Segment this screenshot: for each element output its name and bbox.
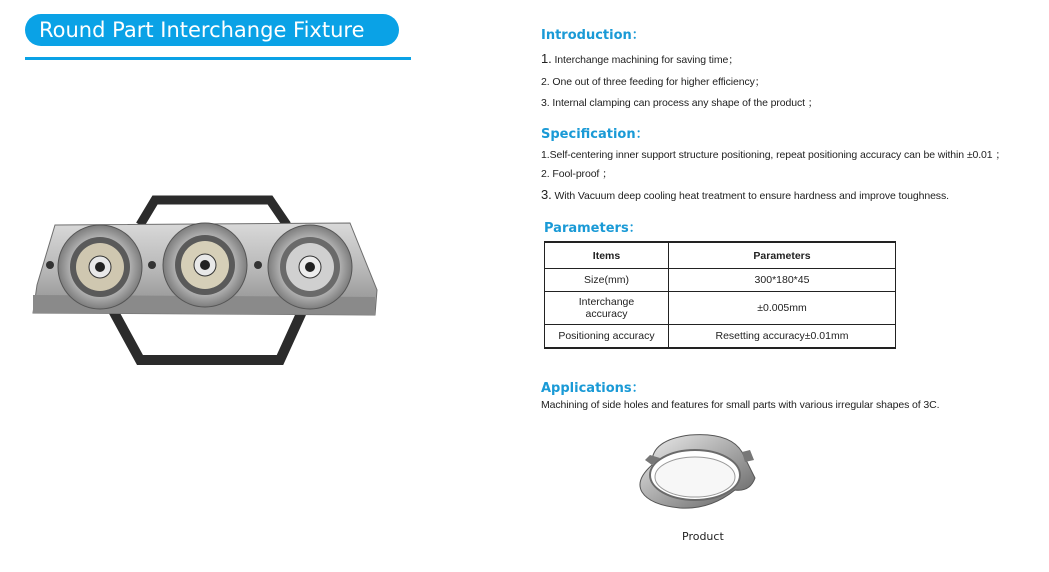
intro-item-1-number: 1. xyxy=(541,51,552,66)
table-row xyxy=(545,325,896,349)
title-underline xyxy=(25,57,411,60)
spec-item-1 xyxy=(541,147,1006,162)
spec-item-3 xyxy=(541,187,949,202)
spec-item-1-number: 1. xyxy=(541,149,550,161)
intro-item-3-number: 3. xyxy=(541,97,550,109)
intro-item-1-text: Interchange machining for saving time； xyxy=(554,54,739,66)
row-interchange-item xyxy=(545,292,669,325)
parameters-heading: Parameters： xyxy=(544,221,642,236)
intro-item-2-number: 2. xyxy=(541,76,550,88)
spec-item-2-text: Fool-proof ； xyxy=(552,168,613,180)
row-interchange-value: ±0.005mm xyxy=(669,292,896,325)
row-interchange-item-line2: accuracy xyxy=(585,308,628,320)
spec-item-2 xyxy=(541,166,612,181)
intro-item-2-text: One out of three feeding for higher efficiency； xyxy=(552,76,766,88)
spec-item-1-text: Self-centering inner support structure positioning, repeat positioning accuracy can be within ±0.01 ； xyxy=(549,149,1006,161)
column-header-items: Items xyxy=(545,242,669,269)
introduction-heading: Introduction： xyxy=(541,28,645,43)
spec-item-2-number: 2. xyxy=(541,168,550,180)
parameters-table xyxy=(544,241,896,349)
applications-text: Machining of side holes and features for small parts with various irregular shapes of 3C. xyxy=(541,399,940,411)
row-size-item: Size(mm) xyxy=(545,269,669,292)
spec-item-3-text: With Vacuum deep cooling heat treatment to ensure hardness and improve toughness. xyxy=(554,190,949,202)
intro-item-1 xyxy=(541,51,739,67)
specification-heading: Specification： xyxy=(541,127,649,142)
row-positioning-item: Positioning accuracy xyxy=(545,325,669,349)
table-header-row xyxy=(545,242,896,269)
intro-item-3-text: Internal clamping can process any shape of the product ； xyxy=(552,97,819,109)
spec-item-3-number: 3. xyxy=(541,187,552,202)
intro-item-2 xyxy=(541,74,765,89)
page-title: Round Part Interchange Fixture xyxy=(25,14,399,46)
applications-heading: Applications： xyxy=(541,381,645,396)
product-image xyxy=(630,430,760,515)
fixture-image xyxy=(15,195,390,370)
row-positioning-value: Resetting accuracy±0.01mm xyxy=(669,325,896,349)
table-row xyxy=(545,292,896,325)
column-header-parameters: Parameters xyxy=(669,242,896,269)
product-caption: Product xyxy=(682,530,724,543)
row-size-value: 300*180*45 xyxy=(669,269,896,292)
row-interchange-item-line1: Interchange xyxy=(578,296,635,308)
table-row xyxy=(545,269,896,292)
intro-item-3 xyxy=(541,95,818,110)
